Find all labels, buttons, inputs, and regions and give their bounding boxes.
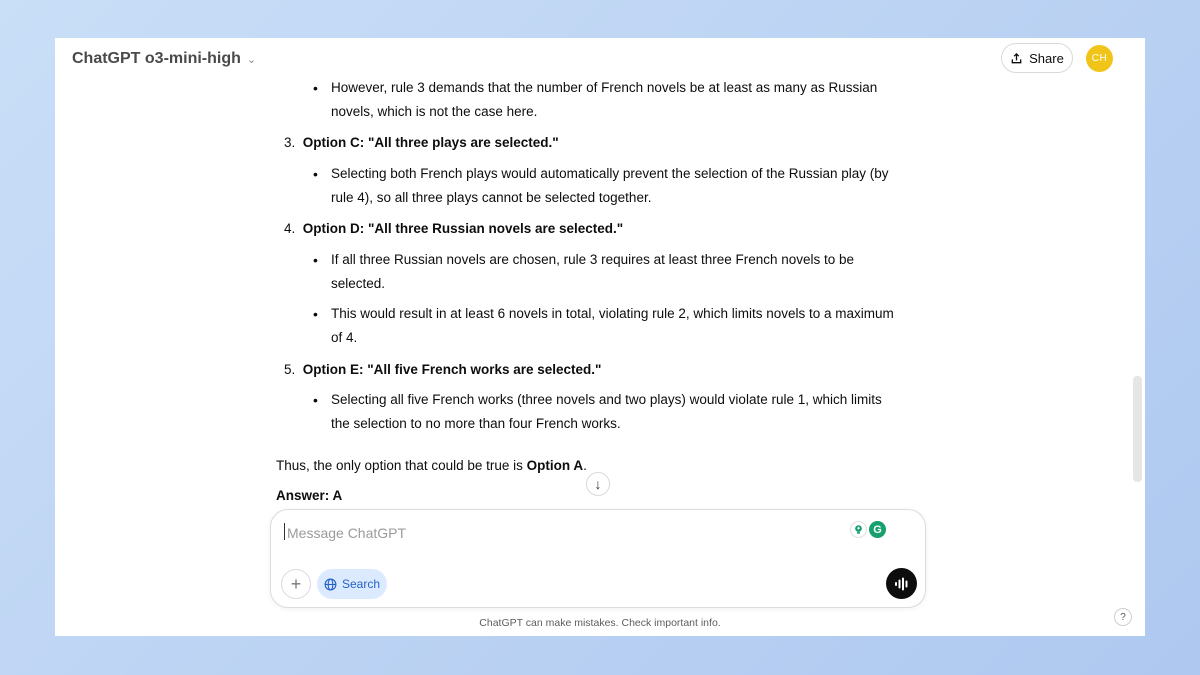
option-d-heading (284, 217, 623, 241)
bullet-text: This would result in at least 6 novels in total, violating rule 2, which limits novels to a maximum (331, 306, 894, 321)
composer (270, 509, 926, 608)
bullet-dot: • (313, 252, 318, 268)
grammarly-icon[interactable]: G (869, 521, 886, 538)
bullet-dot: • (313, 80, 318, 96)
share-label: Share (1029, 50, 1064, 66)
search-label: Search (341, 577, 381, 591)
list-item (313, 162, 913, 210)
bullet-text-cont: selected. (331, 276, 386, 291)
share-icon (1010, 52, 1023, 65)
disclaimer: ChatGPT can make mistakes. Check important info. (479, 617, 721, 629)
help-button[interactable]: ? (1114, 608, 1132, 626)
scrollbar-thumb[interactable] (1133, 376, 1142, 482)
bullet-text: However, rule 3 demands that the number of French novels be at least as many as Russian (331, 80, 878, 95)
bullet-text: If all three Russian novels are chosen, rule 3 requires at least three French novels to be (331, 252, 855, 267)
option-number: 4. (284, 221, 296, 236)
scroll-down-button[interactable] (586, 472, 610, 496)
bullet-text: Selecting both French plays would automatically prevent the selection of the Russian play (by (331, 166, 889, 181)
list-item (313, 76, 913, 124)
conversation (55, 76, 1145, 506)
search-button[interactable] (317, 569, 387, 599)
answer-line: Answer: A (276, 488, 343, 503)
summary-suffix: . (583, 458, 587, 473)
option-number: 3. (284, 135, 296, 150)
bullet-dot: • (313, 306, 318, 322)
bullet-text-cont: novels, which is not the case here. (331, 104, 538, 119)
chat-window (55, 38, 1145, 636)
waveform-icon (894, 577, 910, 591)
plus-icon: + (290, 573, 302, 594)
bullet-dot: • (313, 392, 318, 408)
globe-icon (324, 578, 337, 591)
extension-icons (850, 521, 886, 538)
list-item (313, 388, 913, 436)
avatar[interactable]: CH (1086, 45, 1113, 72)
option-label: Option D: "All three Russian novels are selected." (302, 221, 624, 236)
bullet-text-cont: the selection to no more than four French works. (331, 416, 621, 431)
option-c-heading (284, 131, 559, 155)
message-input[interactable] (285, 520, 829, 546)
bullet-text: Selecting all five French works (three novels and two plays) would violate rule 1, which limits (331, 392, 882, 407)
summary-line (276, 454, 587, 478)
lightbulb-extension-icon[interactable] (850, 521, 867, 538)
bullet-text-cont: rule 4), so all three plays cannot be selected together. (331, 190, 652, 205)
arrow-down-icon: ↓ (594, 476, 602, 492)
model-selector[interactable] (72, 50, 256, 68)
bullet-dot: • (313, 166, 318, 182)
option-label: Option C: "All three plays are selected." (302, 135, 559, 150)
share-button[interactable] (1001, 43, 1073, 73)
option-e-heading (284, 358, 601, 382)
bullet-text-cont: of 4. (331, 330, 358, 345)
model-title: ChatGPT o3-mini-high (72, 50, 241, 67)
option-label: Option E: "All five French works are selected." (302, 362, 602, 377)
summary-bold: Option A (526, 458, 584, 473)
option-number: 5. (284, 362, 296, 377)
summary-prefix: Thus, the only option that could be true is (276, 458, 527, 473)
list-item (313, 248, 913, 296)
attach-button[interactable] (281, 569, 311, 599)
voice-mode-button[interactable] (886, 568, 917, 599)
chevron-down-icon: ⌄ (246, 53, 257, 66)
list-item (313, 302, 913, 350)
